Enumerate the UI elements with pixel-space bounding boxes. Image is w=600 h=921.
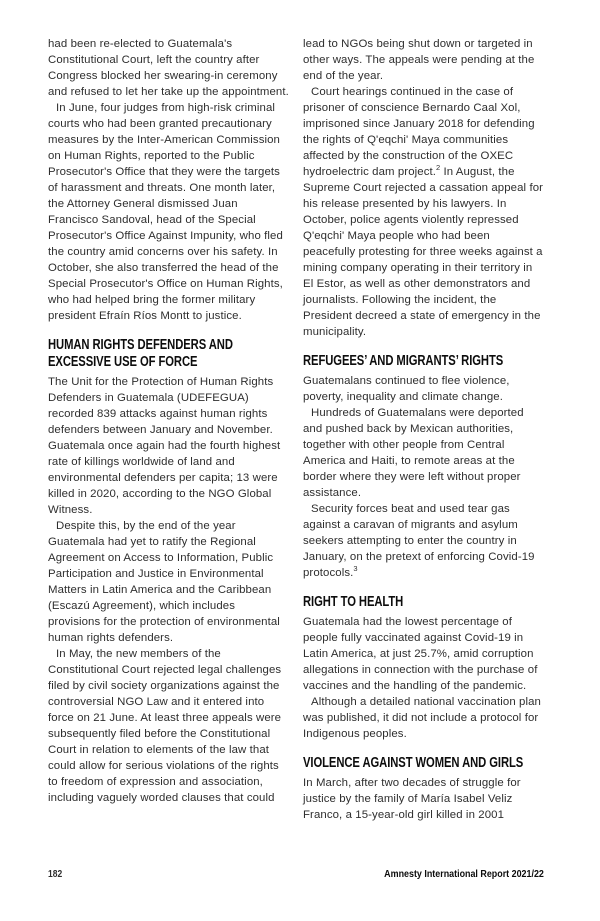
footer-report-title: Amnesty International Report 2021/22 [384, 868, 544, 880]
two-column-layout [48, 36, 544, 823]
section-heading-hrd: HUMAN RIGHTS DEFENDERS AND EXCESSIVE USE OF FORCE [48, 337, 233, 370]
left-column [48, 36, 289, 823]
paragraph: Guatemalans continued to flee violence, poverty, inequality and climate change. [303, 375, 510, 403]
page-number: 182 [48, 868, 63, 880]
paragraph-text: Security forces beat and used tear gas against a caravan of migrants and asylum seekers attempting to enter the country in January, on the pretext of enforcing Covid-19 protocols. [303, 503, 535, 579]
paragraph-continuation: lead to NGOs being shut down or targeted in other ways. The appeals were pending at the end of the year. [303, 38, 535, 82]
paragraph: In May, the new members of the Constitutional Court rejected legal challenges filed by civil society organizations against the controversial NGO Law and it entered into force on 21 June. At least three appeals were subsequently filed before the Constitutional Court in relation to elements of the law that could allow for serious violations of the rights to freedom of expression and association, including vaguely worded clauses that could [48, 648, 282, 804]
paragraph [303, 84, 544, 340]
paragraph [303, 501, 544, 581]
paragraph: In June, four judges from high-risk criminal courts who had been granted precautionary measures by the Inter-American Commission on Human Rights, reported to the Public Prosecutor's Office that they were the targets of harassment and threats. One month later, the Attorney General dismissed Juan Francisco Sandoval, head of the Special Prosecutor's Office Against Impunity, who fled the country amid concerns over his safety. In October, she also transferred the head of the Special Prosecutor's Office on Human Rights, who had helped bring the former military president Efraín Ríos Montt to justice. [48, 102, 283, 322]
paragraph-text: Court hearings continued in the case of prisoner of conscience Bernardo Caal Xol, imprisoned since January 2018 for defending the rights of Q'eqchi' Maya communities affected by the construction of the OXEC hydroelectric dam project. [303, 86, 535, 178]
page-footer [48, 868, 544, 880]
paragraph: Hundreds of Guatemalans were deported and pushed back by Mexican authorities, together with other people from Central America and Haiti, to remote areas at the border where they were left without proper assistance. [303, 407, 524, 499]
paragraph: The Unit for the Protection of Human Rights Defenders in Guatemala (UDEFEGUA) recorded 839 attacks against human rights defenders between January and November. Guatemala once again had the fourth highest rate of killings worldwide of land and environmental defenders per capita; 13 were killed in 2020, according to the NGO Global Witness. [48, 376, 281, 516]
section-heading-refugees: REFUGEES’ AND MIGRANTS’ RIGHTS [303, 353, 504, 369]
footnote-ref-3: 3 [353, 564, 358, 574]
paragraph: Although a detailed national vaccination plan was published, it did not include a protocol for Indigenous peoples. [303, 696, 541, 740]
paragraph-text: In August, the Supreme Court rejected a cassation appeal for his release presented by his lawyers. In October, police agents violently repressed Q'eqchi' Maya people who had been peacefully protesting for three weeks against a mining company operating in their territory in El Estor, as well as other demonstrators and journalists. Following the incident, the President decreed a state of emergency in the municipality. [303, 166, 544, 338]
paragraph: In March, after two decades of struggle for justice by the family of María Isabel Veliz Franco, a 15-year-old girl killed in 2001 [303, 777, 521, 821]
section-heading-health: RIGHT TO HEALTH [303, 594, 404, 610]
right-column [303, 36, 544, 823]
paragraph: Despite this, by the end of the year Guatemala had yet to ratify the Regional Agreement on Access to Information, Public Participation and Justice in Environmental Matters in Latin America and the Caribbean (Escazú Agreement), which includes provisions for the protection of environmental human rights defenders. [48, 520, 280, 644]
paragraph: Guatemala had the lowest percentage of people fully vaccinated against Covid-19 in Latin America, at just 25.7%, amid corruption allegations in connection with the purchase of vaccines and the handling of the pandemic. [303, 616, 538, 692]
section-heading-vawg: VIOLENCE AGAINST WOMEN AND GIRLS [303, 755, 524, 771]
footnote-ref-2: 2 [436, 163, 441, 173]
paragraph-continuation: had been re-elected to Guatemala's Constitutional Court, left the country after Congress blocked her swearing-in ceremony and refused to let her take up the appointment. [48, 38, 289, 98]
